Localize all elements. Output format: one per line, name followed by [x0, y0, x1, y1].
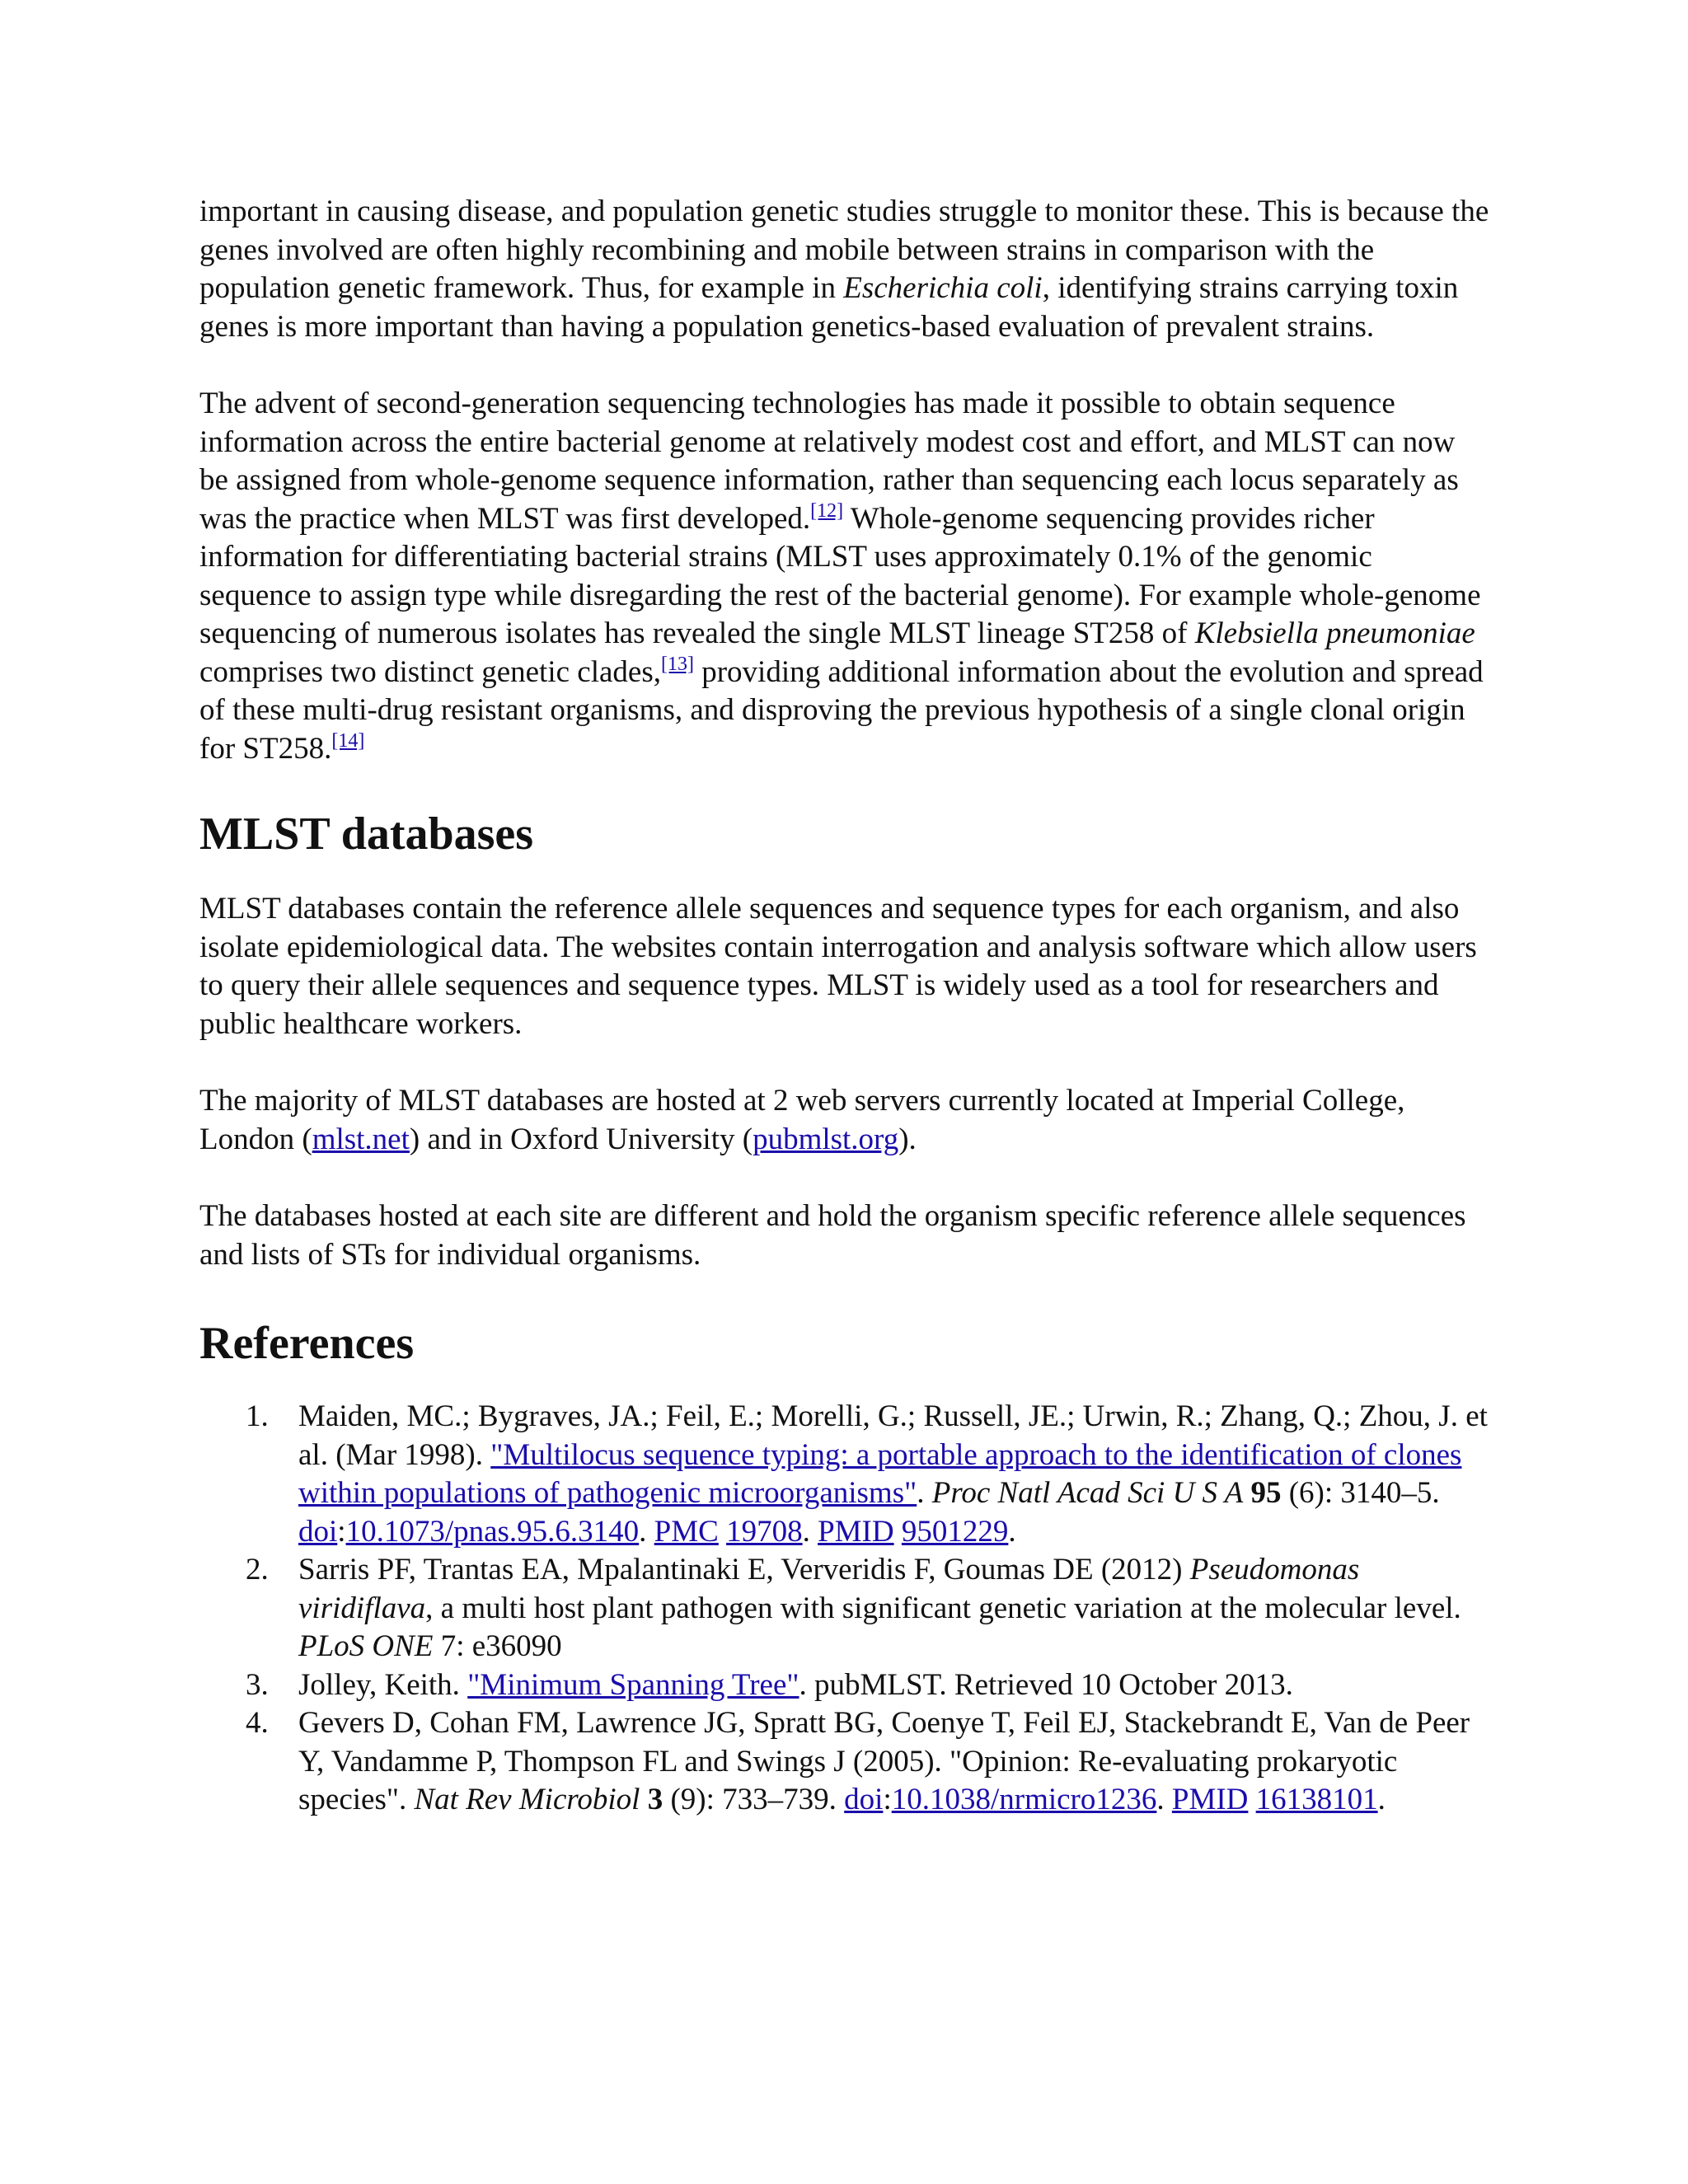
species-name: Klebsiella pneumoniae: [1194, 616, 1475, 650]
text-run: [719, 1515, 726, 1549]
text-run: .: [1377, 1783, 1386, 1816]
reference-item-2: [199, 1551, 1490, 1666]
text-run: .: [639, 1514, 654, 1549]
text-run: (9): 733–739.: [663, 1783, 845, 1816]
doi-label-link[interactable]: doi: [298, 1514, 338, 1549]
reference-title-link[interactable]: "Multilocus sequence typing: a portable approach to the identification of clones within populations of pathogenic microorganisms": [298, 1437, 1462, 1510]
text-run: .: [1008, 1514, 1016, 1549]
text-run: providing additional information about the evolution and spread of these multi-drug resistant organisms, and disproving the previous hypothesis of a single clonal origin for ST258.: [199, 654, 1484, 766]
reference-item-4: [199, 1704, 1490, 1820]
text-run: :: [337, 1514, 346, 1549]
journal-name: Nat Rev Microbiol: [414, 1783, 640, 1816]
pmid-label-link[interactable]: PMID: [1171, 1783, 1249, 1816]
reference-number: 2.: [246, 1553, 269, 1586]
text-run: Jolley, Keith.: [298, 1667, 468, 1702]
text-run: The majority of MLST databases are hosted at 2 web servers currently located at Imperial College, London (: [199, 1084, 1405, 1156]
reference-item-3: [199, 1666, 1490, 1705]
reference-list: [199, 1398, 1490, 1820]
text-run: (6): 3140–5.: [1281, 1476, 1440, 1510]
text-run: Maiden, MC.; Bygraves, JA.; Feil, E.; Morelli, G.; Russell, JE.; Urwin, R.; Zhang, Q.; Zhou, J. et al. (Mar 1998).: [298, 1399, 1488, 1472]
mlst-net-link[interactable]: mlst.net: [312, 1122, 410, 1156]
species-name: Escherichia coli: [843, 271, 1043, 305]
doi-label-link[interactable]: doi: [844, 1783, 884, 1816]
text-run: 7: e36090: [433, 1629, 562, 1663]
journal-name: PLoS ONE: [298, 1629, 434, 1663]
pmc-label-link[interactable]: PMC: [654, 1514, 719, 1549]
text-run: [1248, 1783, 1255, 1816]
text-run: ).: [898, 1122, 917, 1156]
reference-title-link[interactable]: "Minimum Spanning Tree": [467, 1667, 799, 1702]
text-run: [894, 1515, 902, 1549]
reference-number: 1.: [246, 1399, 269, 1433]
text-run: . pubMLST. Retrieved 10 October 2013.: [799, 1667, 1293, 1702]
text-run: .: [1156, 1783, 1172, 1816]
text-run: Sarris PF, Trantas EA, Mpalantinaki E, Ververidis F, Goumas DE (2012): [298, 1553, 1190, 1586]
mlst-databases-paragraph-1: MLST databases contain the reference allele sequences and sequence types for each organism, and also isolate epidemiological data. The websites contain interrogation and analysis software which allow users to query their allele sequences and sequence types. MLST is widely used as a tool for researchers and public healthcare workers.: [199, 892, 1477, 1041]
text-run: Gevers D, Cohan FM, Lawrence JG, Spratt BG, Coenye T, Feil EJ, Stackebrandt E, Van de Peer Y, Vandamme P, Thompson FL and Swings J (2005). "Opinion: Re-evaluating prokaryotic species".: [298, 1706, 1470, 1816]
text-run: .: [917, 1476, 932, 1510]
pmid-value-link[interactable]: 16138101: [1255, 1783, 1378, 1816]
volume: 95: [1250, 1476, 1282, 1510]
intro-paragraph-1: [199, 193, 1490, 346]
reference-item-1: [199, 1398, 1490, 1551]
journal-name: Proc Natl Acad Sci U S A: [931, 1476, 1244, 1510]
citation-link-12[interactable]: [12]: [810, 499, 844, 522]
volume: 3: [647, 1783, 663, 1816]
text-run: comprises two distinct genetic clades,: [199, 654, 661, 689]
mlst-databases-paragraph-3: The databases hosted at each site are different and hold the organism specific reference allele sequences and lists of STs for individual organisms.: [199, 1199, 1466, 1272]
text-run: Whole-genome sequencing provides richer information for differentiating bacterial strains (MLST uses approximately 0.1% of the genomic sequence to assign type while disregarding the rest of the bacterial genome). For example whole-genome sequencing of numerous isolates has revealed the single MLST lineage ST258 of: [199, 501, 1481, 650]
text-run: important in causing disease, and population genetic studies struggle to monitor these. This is because the genes involved are often highly recombining and mobile between strains in comparison with the population genetic framework. Thus, for example in: [199, 194, 1489, 305]
text-run: [640, 1783, 647, 1816]
text-run: :: [883, 1783, 892, 1816]
doi-value-link[interactable]: 10.1073/pnas.95.6.3140: [345, 1514, 640, 1549]
intro-paragraph-2: [199, 385, 1490, 768]
pmc-value-link[interactable]: 19708: [726, 1514, 803, 1549]
pubmlst-org-link[interactable]: pubmlst.org: [753, 1122, 899, 1156]
text-run: ) and in Oxford University (: [409, 1122, 753, 1156]
text-run: .: [802, 1514, 818, 1549]
text-run: , identifying strains carrying toxin genes is more important than having a population genetics-based evaluation of prevalent strains.: [199, 271, 1459, 344]
text-run: The advent of second-generation sequencing technologies has made it possible to obtain sequence information across the entire bacterial genome at relatively modest cost and effort, and MLST can now be assigned from whole-genome sequence information, rather than sequencing each locus separately as was the practice when MLST was first developed.: [199, 387, 1459, 536]
section-heading-references: References: [199, 1318, 415, 1369]
section-heading-mlst-databases: MLST databases: [199, 808, 534, 860]
reference-number: 3.: [246, 1667, 269, 1702]
doi-value-link[interactable]: 10.1038/nrmicro1236: [891, 1783, 1157, 1816]
citation-link-14[interactable]: [14]: [331, 729, 365, 752]
citation-link-13[interactable]: [13]: [661, 653, 694, 675]
reference-number: 4.: [246, 1706, 269, 1740]
text-run: , a multi host plant pathogen with significant genetic variation at the molecular level.: [425, 1591, 1461, 1625]
pmid-value-link[interactable]: 9501229: [901, 1514, 1009, 1549]
mlst-databases-paragraph-2: [199, 1082, 1490, 1159]
pmid-label-link[interactable]: PMID: [818, 1514, 894, 1549]
species-name: Pseudomonas viridiflava: [298, 1553, 1360, 1625]
